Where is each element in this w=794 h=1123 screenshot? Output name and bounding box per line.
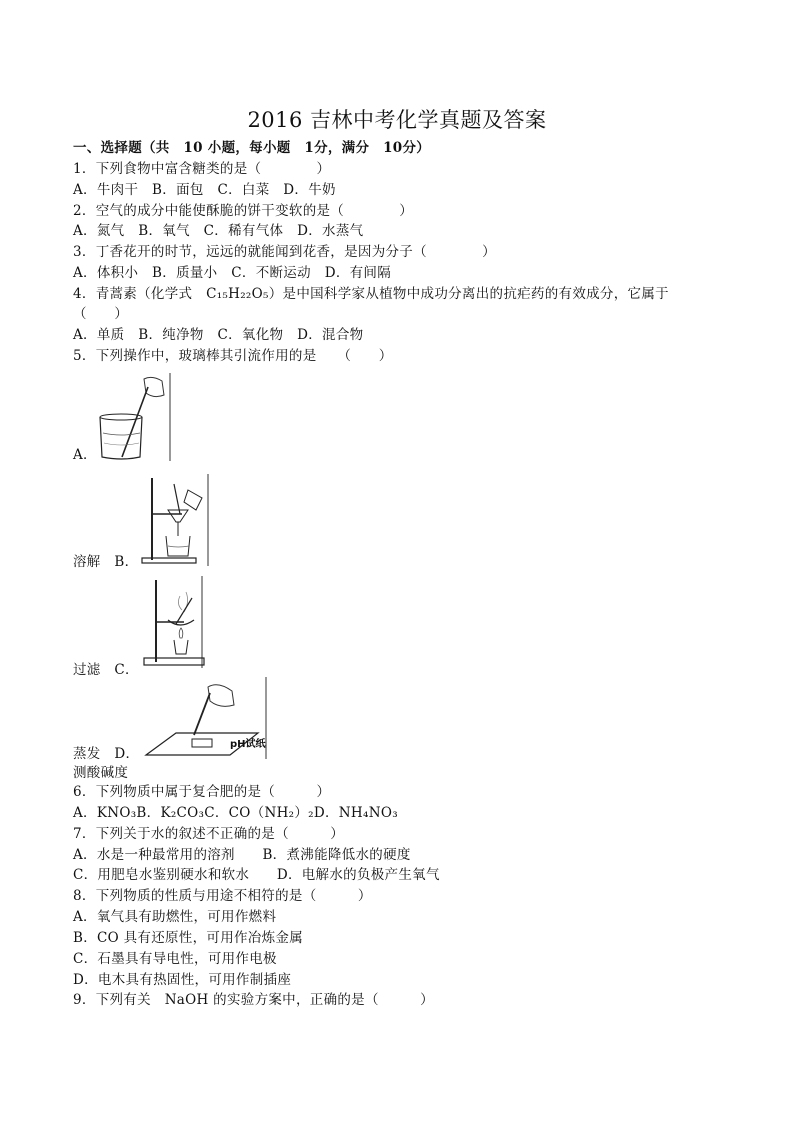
q5-label-a: A． (73, 447, 97, 463)
q6-stem: 6．下列物质中属于复合肥的是（ ） (73, 784, 331, 800)
q1-options: A．牛肉干 B．面包 C．白菜 D．牛奶 (73, 182, 336, 198)
page-title: 2016 吉林中考化学真题及答案 (247, 108, 547, 132)
q7-options-1: A．水是一种最常用的溶剂 B．煮沸能降低水的硬度 (73, 847, 411, 863)
ph-paper-label: pH试纸 (230, 739, 266, 750)
q4-stem: 4．青蒿素（化学式 C₁₅H₂₂O₅）是中国科学家从植物中成功分离出的抗疟药的有效成分，它属于 (73, 286, 669, 302)
q8-option-b: B．CO 具有还原性，可用作冶炼金属 (73, 930, 304, 946)
q5-after-d: 测酸碱度 (73, 765, 129, 781)
section-heading: 一、选择题（共 10 小题，每小题 1分，满分 10分） (73, 140, 431, 156)
q8-option-d: D．电木具有热固性，可用作制插座 (73, 972, 292, 988)
q8-option-c: C．石墨具有导电性，可用作电极 (73, 951, 277, 967)
q8-stem: 8．下列物质的性质与用途不相符的是（ ） (73, 888, 372, 904)
q5-label-d: 蒸发 D． (73, 746, 140, 762)
q7-stem: 7．下列关于水的叙述不正确的是（ ） (73, 826, 345, 842)
q3-options: A．体积小 B．质量小 C．不断运动 D．有间隔 (73, 265, 392, 281)
figure-filtration (138, 474, 210, 566)
q9-stem: 9．下列有关 NaOH 的实验方案中，正确的是（ ） (73, 992, 434, 1008)
q3-stem: 3．丁香花开的时节，远远的就能闻到花香，是因为分子（ ） (73, 244, 496, 260)
q8-option-a: A．氧气具有助燃性，可用作燃料 (73, 909, 277, 925)
q2-options: A．氮气 B．氧气 C．稀有气体 D．水蒸气 (73, 223, 364, 239)
q5-label-b: 溶解 B． (73, 554, 139, 570)
q1-stem: 1．下列食物中富含糖类的是（ ） (73, 161, 331, 177)
q4-options: A．单质 B．纯净物 C．氧化物 D．混合物 (73, 327, 364, 343)
q4-stem-cont: （ ） (73, 306, 129, 322)
q5-label-c: 过滤 C． (73, 662, 139, 678)
q5-stem: 5．下列操作中，玻璃棒其引流作用的是 （ ） (73, 348, 393, 364)
q6-options: A．KNO₃B．K₂CO₃C．CO（NH₂）₂D．NH₄NO₃ (73, 805, 398, 821)
figure-evaporation (140, 576, 210, 668)
figure-dissolving (92, 373, 172, 461)
figure-ph-test (138, 677, 268, 759)
q2-stem: 2．空气的成分中能使酥脆的饼干变软的是（ ） (73, 203, 414, 219)
q7-options-2: C．用肥皂水鉴别硬水和软水 D．电解水的负极产生氧气 (73, 867, 440, 883)
